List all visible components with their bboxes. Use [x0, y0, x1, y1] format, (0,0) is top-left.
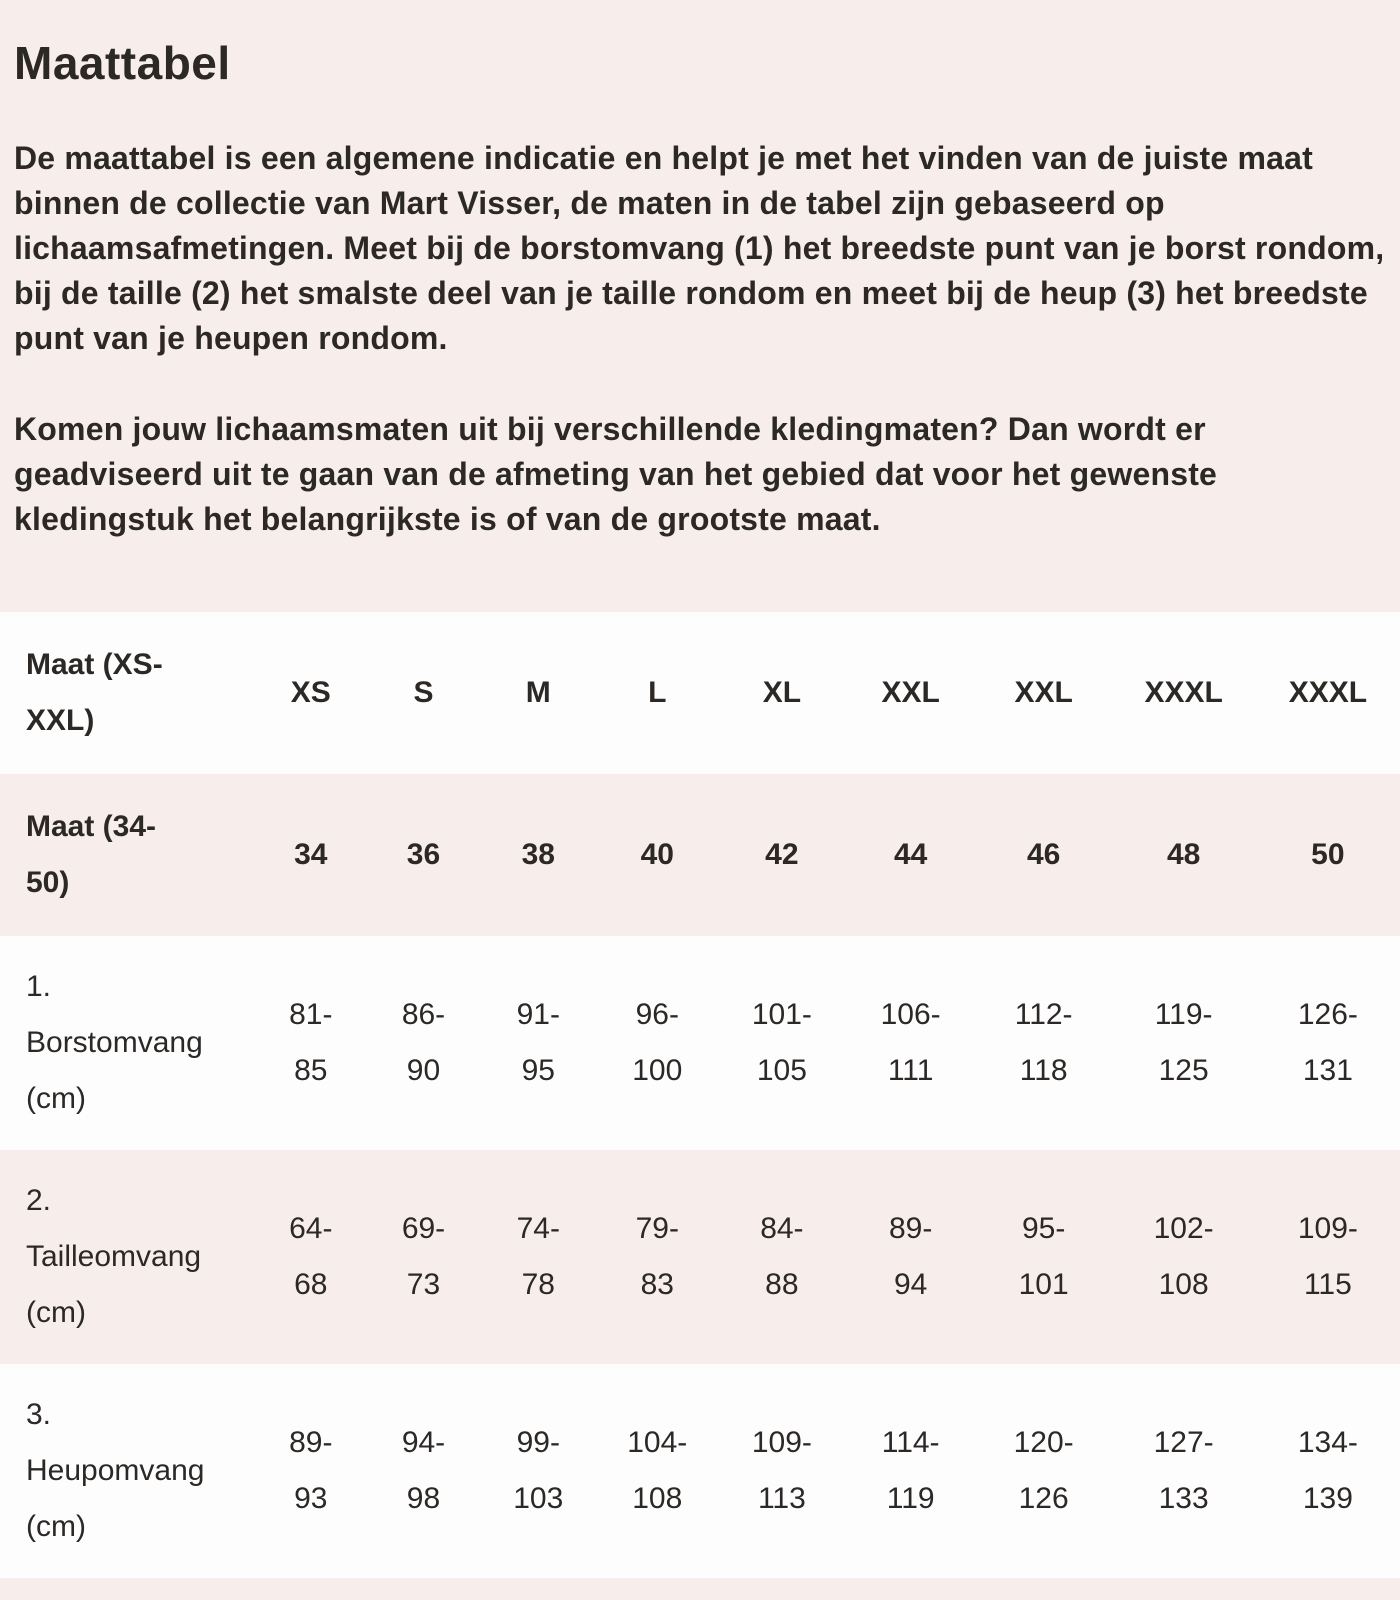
size-value: 36	[406, 838, 441, 871]
row-label-text: 1. Borstomvang (cm)	[26, 970, 203, 1115]
size-value: XS	[290, 676, 331, 709]
size-cell	[596, 1364, 718, 1578]
size-cell	[976, 936, 1112, 1150]
size-cell	[1112, 612, 1256, 774]
size-value: 120- 126	[1013, 1426, 1074, 1515]
size-value: 95- 101	[1018, 1212, 1069, 1301]
size-value: 38	[521, 838, 555, 871]
size-value: M	[525, 676, 551, 709]
size-value: 74- 78	[516, 1212, 560, 1301]
size-value: 101- 105	[751, 998, 812, 1087]
size-cell	[718, 612, 845, 774]
size-value: 119- 125	[1154, 998, 1213, 1087]
size-cell	[976, 1364, 1112, 1578]
size-cell	[976, 1150, 1112, 1364]
size-cell	[846, 1364, 976, 1578]
size-cell	[480, 774, 596, 936]
size-value: 109- 115	[1297, 1212, 1358, 1301]
size-value: 46	[1026, 838, 1061, 871]
size-value: 102- 108	[1153, 1212, 1214, 1301]
size-value: XXL	[1014, 676, 1073, 709]
size-cell	[976, 612, 1112, 774]
size-value: 50	[1311, 838, 1345, 871]
size-cell	[367, 936, 480, 1150]
row-label-text: 3. Heupomvang (cm)	[26, 1398, 205, 1543]
size-cell	[1256, 1364, 1400, 1578]
size-value: 48	[1166, 838, 1201, 871]
row-label	[0, 936, 255, 1150]
size-cell	[846, 612, 976, 774]
size-table	[0, 612, 1400, 1600]
size-value: 34	[294, 838, 328, 871]
size-cell	[255, 774, 367, 936]
size-cell	[596, 612, 718, 774]
size-value: L	[648, 676, 667, 709]
size-cell	[718, 1364, 845, 1578]
size-value: 104- 108	[627, 1426, 688, 1515]
table-row-hips	[0, 1364, 1400, 1578]
size-cell	[718, 936, 845, 1150]
size-cell	[1256, 936, 1400, 1150]
table-row-size-letters	[0, 612, 1400, 774]
table-row-bust	[0, 936, 1400, 1150]
size-cell	[255, 936, 367, 1150]
table-row-partial	[0, 1578, 1400, 1600]
size-cell	[1256, 612, 1400, 774]
size-cell	[480, 1150, 596, 1364]
size-value: 126- 131	[1297, 998, 1358, 1087]
size-cell	[480, 612, 596, 774]
size-value: 89- 93	[289, 1426, 333, 1515]
size-value: 84- 88	[760, 1212, 804, 1301]
size-value: 99- 103	[513, 1426, 564, 1515]
size-cell	[846, 936, 976, 1150]
size-cell	[596, 774, 718, 936]
size-value: 112- 118	[1014, 998, 1073, 1087]
size-value: 42	[765, 838, 799, 871]
size-value: 79- 83	[635, 1212, 679, 1301]
size-cell	[718, 774, 845, 936]
size-value: 96- 100	[632, 998, 683, 1087]
size-cell	[1112, 936, 1256, 1150]
size-cell	[1112, 774, 1256, 936]
table-row-size-numbers	[0, 774, 1400, 936]
size-value: 64- 68	[289, 1212, 333, 1301]
intro-paragraph-2: Komen jouw lichaamsmaten uit bij verschillende kledingmaten? Dan wordt er geadviseerd uit te gaan van de afmeting van het gebied dat voor het gewenste kledingstuk het belangrijkste is of van de grootste maat.	[14, 411, 1218, 537]
size-cell	[480, 1364, 596, 1578]
size-value: XXL	[881, 676, 940, 709]
size-value: 86- 90	[401, 998, 446, 1087]
size-value: 69- 73	[401, 1212, 446, 1301]
size-cell	[596, 1150, 718, 1364]
page-title: Maattabel	[14, 37, 231, 89]
row-label	[0, 774, 255, 936]
size-cell	[846, 774, 976, 936]
size-value: 134- 139	[1297, 1426, 1358, 1515]
size-cell	[1256, 774, 1400, 936]
size-value: 44	[893, 838, 928, 871]
size-value: XXXL	[1288, 676, 1368, 709]
size-cell	[367, 1150, 480, 1364]
row-label	[0, 1364, 255, 1578]
size-cell	[255, 1150, 367, 1364]
size-cell	[596, 936, 718, 1150]
size-cell	[1112, 1150, 1256, 1364]
size-cell	[846, 1150, 976, 1364]
size-value: 81- 85	[289, 998, 333, 1087]
size-cell	[367, 612, 480, 774]
size-value: 106- 111	[880, 998, 941, 1087]
size-cell	[718, 1150, 845, 1364]
intro-paragraph-1: De maattabel is een algemene indicatie en helpt je met het vinden van de juiste maat binnen de collectie van Mart Visser, de maten in de tabel zijn gebaseerd op lichaamsafmetingen. Meet bij de borstomvang (1) het breedste punt van je borst rondom, bij de taille (2) het smalste deel van je taille rondom en meet bij de heup (3) het breedste punt van je heupen rondom.	[14, 140, 1385, 356]
size-value: 109- 113	[751, 1426, 812, 1515]
size-value: 127- 133	[1153, 1426, 1214, 1515]
size-cell	[480, 936, 596, 1150]
row-label	[0, 612, 255, 774]
size-value: XL	[762, 676, 802, 709]
row-label-text: 2. Tailleomvang (cm)	[26, 1184, 202, 1329]
size-value: 40	[640, 838, 674, 871]
size-value: 89- 94	[888, 1212, 933, 1301]
size-value: S	[413, 676, 434, 709]
size-cell	[367, 774, 480, 936]
row-label-text: Maat (XS- XXL)	[26, 648, 163, 737]
row-label	[0, 1150, 255, 1364]
size-cell	[976, 774, 1112, 936]
row-label-text: Maat (34- 50)	[26, 810, 157, 899]
size-value: 94- 98	[401, 1426, 446, 1515]
table-row-waist	[0, 1150, 1400, 1364]
size-cell	[255, 1364, 367, 1578]
size-value: 91- 95	[516, 998, 560, 1087]
size-cell	[1112, 1364, 1256, 1578]
size-value: XXXL	[1144, 676, 1223, 709]
size-value: 114- 119	[881, 1426, 940, 1515]
partial-row-cell	[0, 1578, 1400, 1600]
size-cell	[1256, 1150, 1400, 1364]
size-cell	[367, 1364, 480, 1578]
size-cell	[255, 612, 367, 774]
